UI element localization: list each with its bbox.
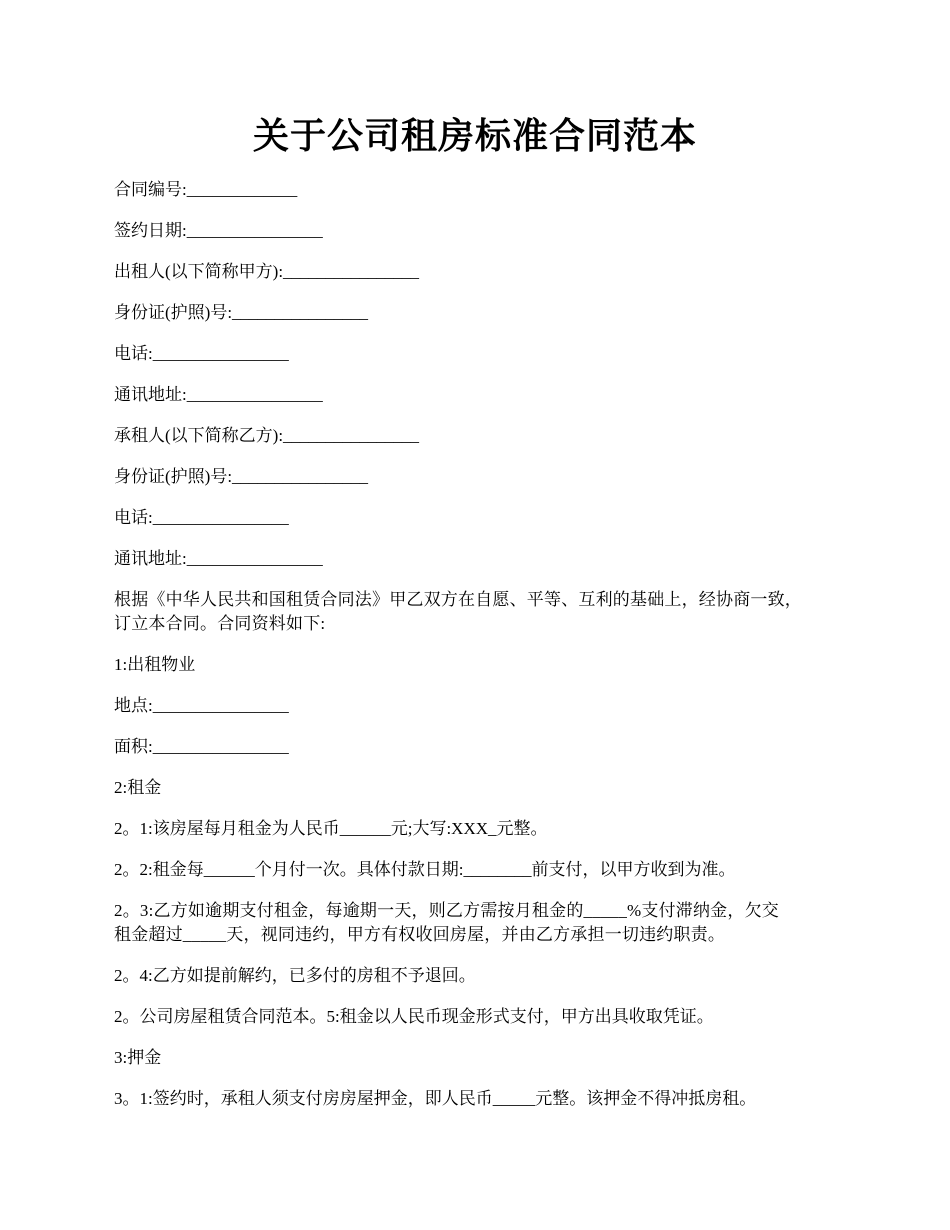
lessor-phone-field: 电话:________________ [114, 344, 289, 363]
lessee-name-field: 承租人(以下简称乙方):________________ [114, 426, 420, 445]
clause-2-4: 2。4:乙方如提前解约，已多付的房租不予退回。 [114, 966, 476, 985]
section-heading-rent: 2:租金 [114, 778, 162, 797]
contract-number-field: 合同编号:_____________ [114, 180, 298, 199]
clause-2-5: 2。公司房屋租赁合同范本。5:租金以人民币现金形式支付，甲方出具收取凭证。 [114, 1007, 714, 1026]
document-body [114, 178, 860, 1111]
clause-3-1: 3。1:签约时，承租人须支付房房屋押金，即人民币_____元整。该押金不得冲抵房租。 [114, 1089, 757, 1108]
clause-2-1: 2。1:该房屋每月租金为人民币______元;大写:XXX_元整。 [114, 819, 548, 838]
lessee-address-field: 通讯地址:________________ [114, 549, 323, 568]
property-location-field: 地点:________________ [114, 696, 289, 715]
section-heading-deposit: 3:押金 [114, 1048, 162, 1067]
clause-2-2: 2。2:租金每______个月付一次。具体付款日期:________前支付，以甲方收到为准。 [114, 860, 736, 879]
lessor-id-field: 身份证(护照)号:________________ [114, 303, 369, 322]
lessee-id-field: 身份证(护照)号:________________ [114, 467, 369, 486]
document-title: 关于公司租房标准合同范本 [252, 115, 697, 157]
lessor-address-field: 通讯地址:________________ [114, 385, 323, 404]
lessor-name-field: 出租人(以下简称甲方):________________ [114, 262, 420, 281]
section-heading-property: 1:出租物业 [114, 655, 196, 674]
preamble-paragraph: 根据《中华人民共和国租赁合同法》甲乙双方在自愿、平等、互利的基础上，经协商一致， 订立本合同。合同资料如下: [114, 590, 802, 633]
property-area-field: 面积:________________ [114, 737, 289, 756]
signing-date-field: 签约日期:________________ [114, 221, 323, 240]
clause-2-3: 2。3:乙方如逾期支付租金，每逾期一天，则乙方需按月租金的_____%支付滞纳金，欠交 租金超过_____天，视同违约，甲方有权收回房屋，并由乙方承担一切违约职责。 [114, 901, 779, 944]
lessee-phone-field: 电话:________________ [114, 508, 289, 527]
